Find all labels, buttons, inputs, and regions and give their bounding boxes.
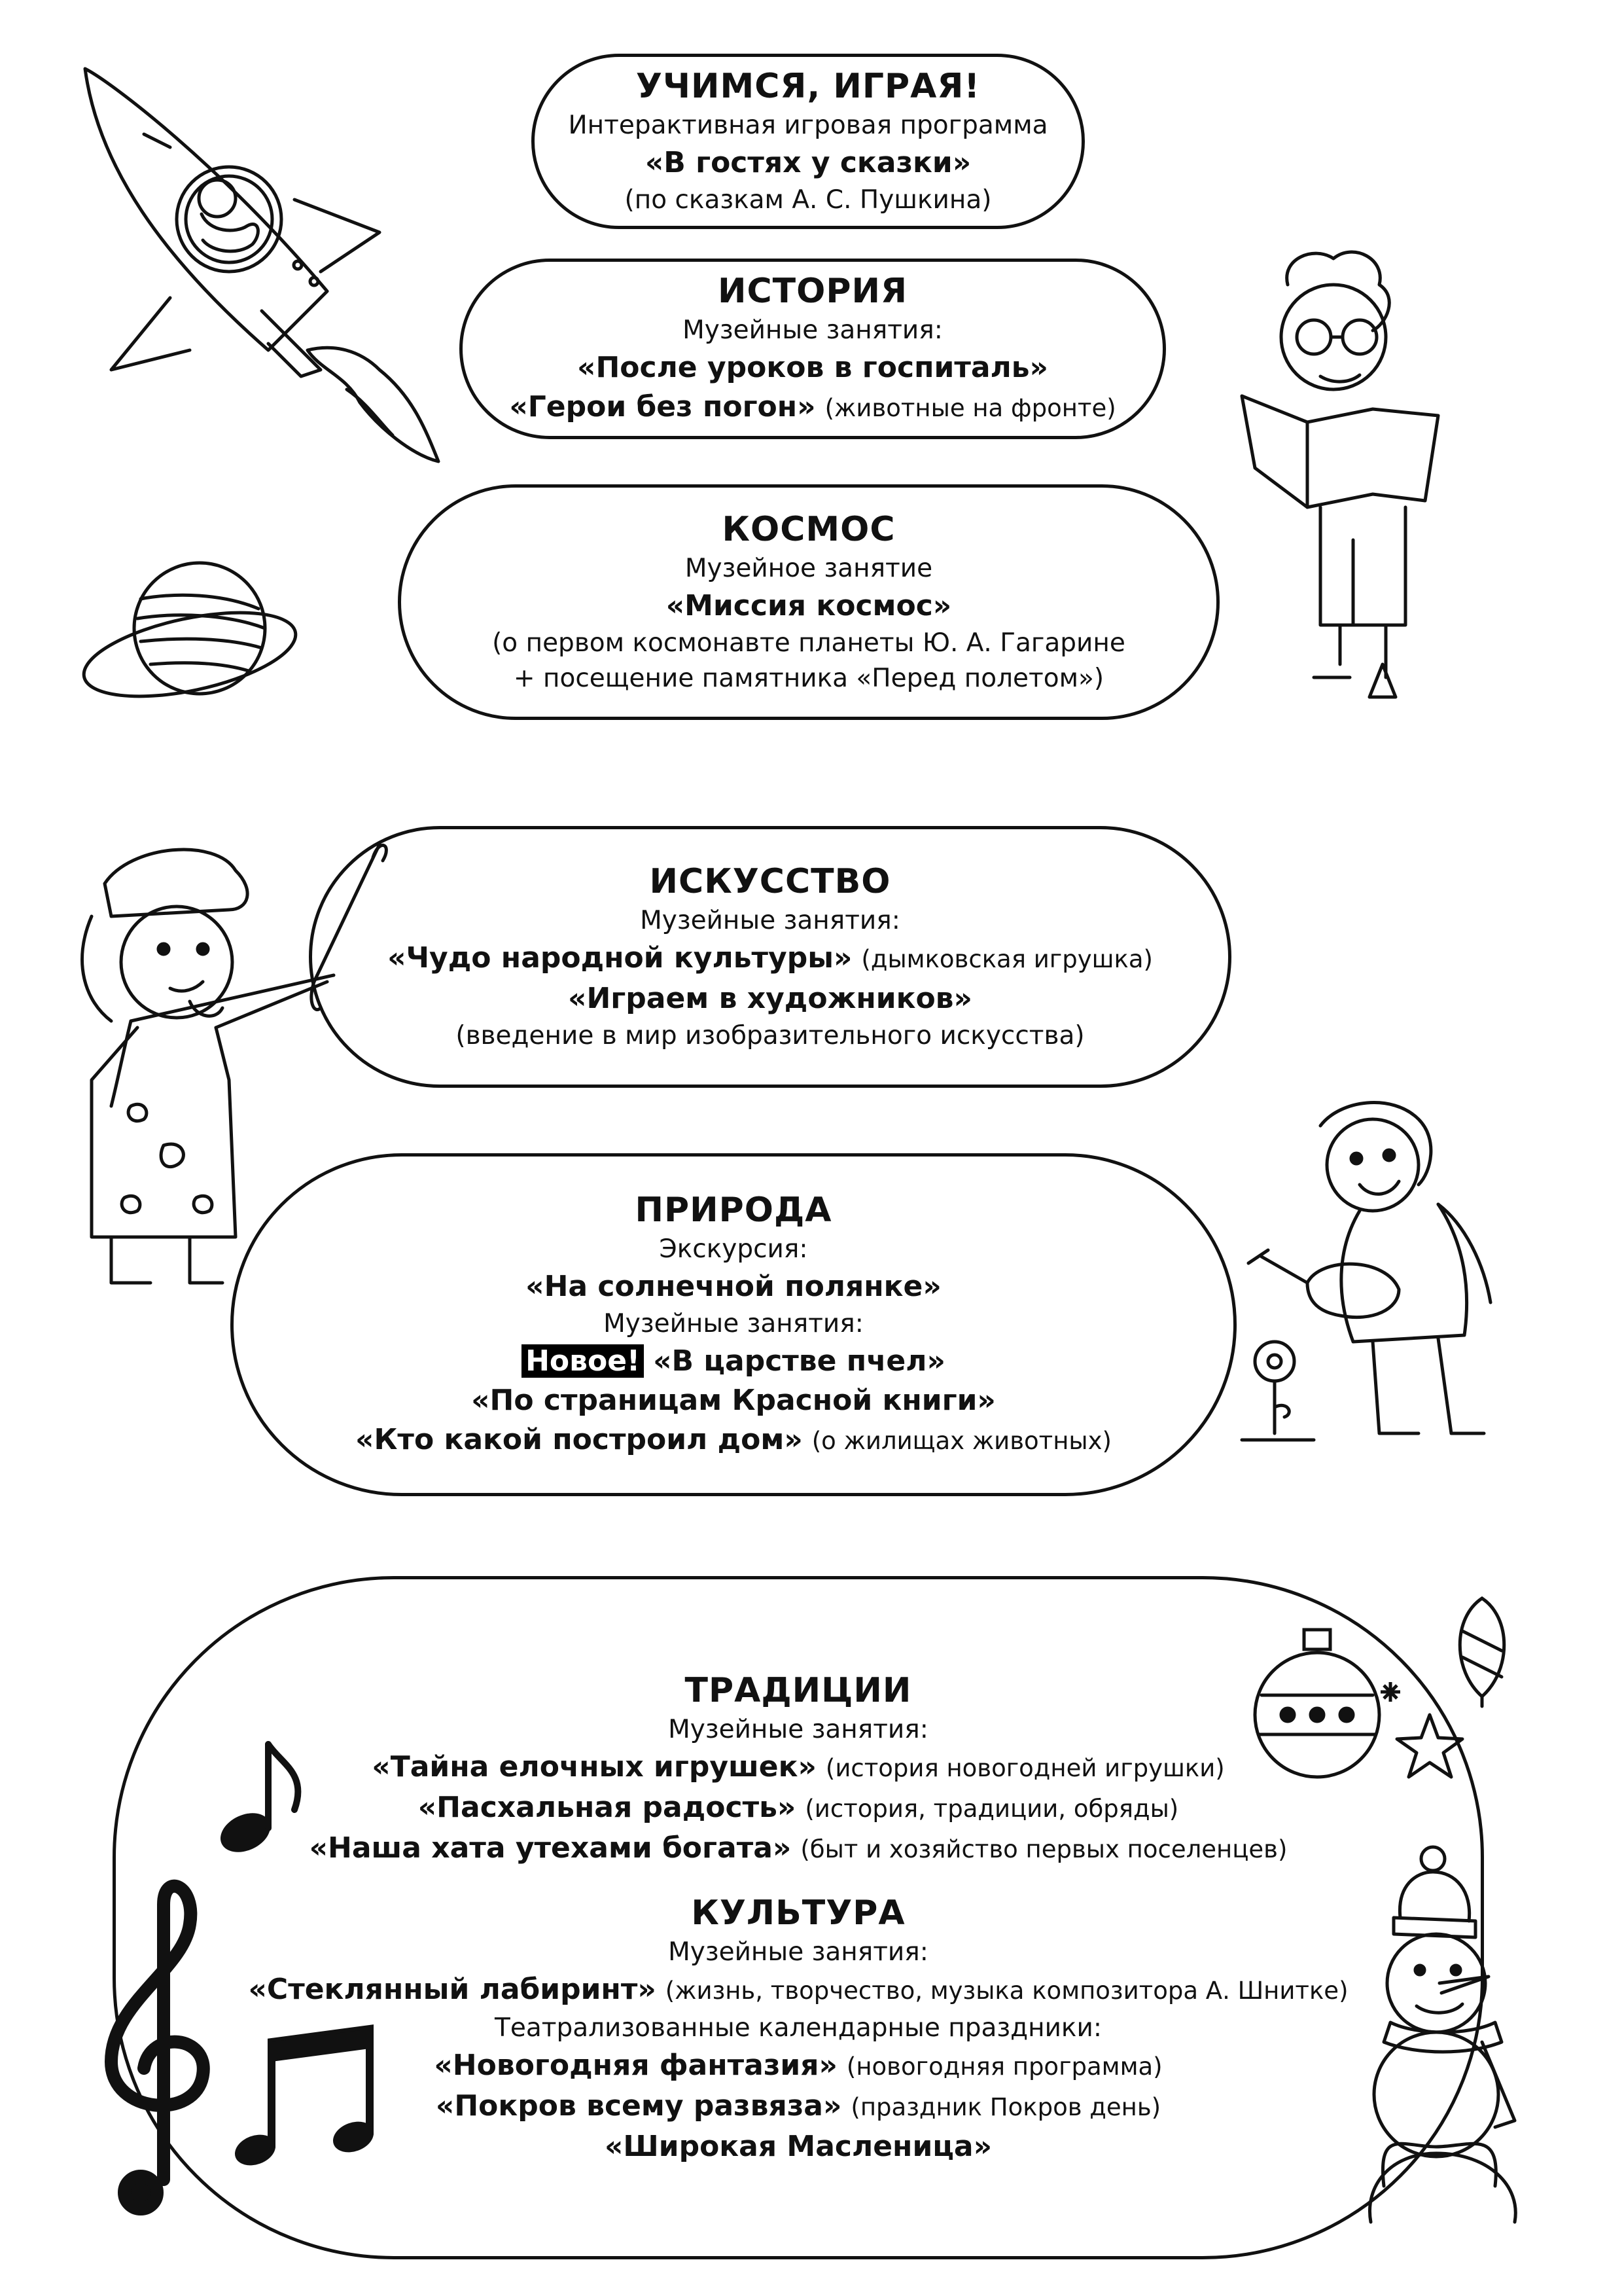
section-title: ИСТОРИЯ: [717, 272, 908, 311]
program-name: «Широкая Масленица»: [604, 2130, 993, 2163]
program-name: «Стеклянный лабиринт»: [248, 1973, 656, 2006]
section-subtitle: Музейные занятия:: [668, 1937, 928, 1967]
star-icon: [1381, 1676, 1466, 1780]
program-name: «Покров всему развяза»: [435, 2089, 842, 2123]
program-item: [372, 1748, 1224, 1788]
program-note: (история, традиции, обряды): [805, 1795, 1179, 1823]
program-note: (история новогодней игрушки): [825, 1754, 1225, 1782]
section-subtitle: Интерактивная игровая программа: [568, 111, 1048, 140]
program-item: [577, 348, 1048, 387]
section-subtitle: Музейные занятия:: [640, 906, 900, 935]
program-note: (животные на фронте): [824, 394, 1116, 422]
section-subtitle: Музейные занятия:: [603, 1309, 864, 1338]
program-name: «Пасхальная радость»: [417, 1791, 796, 1824]
program-name: «Герои без погон»: [509, 390, 816, 423]
excursion-name: «На солнечной полянке»: [525, 1270, 942, 1303]
program-item: [521, 1342, 945, 1381]
christmas-ornament-icon: [1248, 1623, 1386, 1787]
section-subtitle: Музейные занятия:: [668, 1715, 928, 1744]
program-name: «Тайна елочных игрушек»: [372, 1750, 817, 1784]
program-note: (о первом космонавте планеты Ю. А. Гагарине: [492, 628, 1125, 658]
treble-clef-icon: [92, 1872, 222, 2225]
section-title: ИСКУССТВО: [649, 862, 891, 901]
program-name: «Играем в художников»: [568, 982, 972, 1015]
program-name: «Кто какой построил дом»: [355, 1423, 803, 1456]
section-space: [398, 484, 1220, 720]
section-title: ПРИРОДА: [635, 1191, 832, 1230]
program-item: [355, 1420, 1112, 1461]
program-name: «Миссия космос»: [665, 589, 952, 622]
section-art: [309, 826, 1231, 1088]
program-name: «Наша хата утехами богата»: [309, 1831, 792, 1865]
program-name: «Чудо народной культуры»: [387, 941, 853, 975]
beamed-notes-icon: [236, 2022, 386, 2173]
program-note: (дымковская игрушка): [861, 945, 1153, 973]
program-item: [434, 2046, 1162, 2087]
eighth-note-icon: [216, 1738, 308, 1852]
program-name: «В царстве пчел»: [653, 1344, 945, 1378]
section-play: [531, 54, 1085, 229]
program-note: (новогодняя программа): [846, 2053, 1163, 2081]
program-name: «Новогодняя фантазия»: [434, 2049, 838, 2082]
program-note: + посещение памятника «Перед полетом»): [513, 664, 1104, 693]
reading-boy-icon: [1229, 245, 1464, 713]
program-item: [418, 1788, 1179, 1829]
watering-girl-icon: [1203, 1093, 1556, 1486]
program-name: «После уроков в госпиталь»: [577, 351, 1048, 384]
section-subtitle: Театрализованные календарные праздники:: [495, 2013, 1102, 2043]
section-subtitle: Музейные занятия:: [682, 315, 943, 345]
program-name: «В гостях у сказки»: [644, 146, 972, 179]
painter-girl-icon: [52, 831, 393, 1296]
section-title: УЧИМСЯ, ИГРАЯ!: [635, 67, 981, 106]
section-history: [459, 259, 1166, 439]
section-title: КУЛЬТУРА: [691, 1893, 906, 1933]
program-item: [436, 2087, 1161, 2127]
program-name: «По страницам Красной книги»: [471, 1384, 996, 1417]
section-title: ТРАДИЦИИ: [684, 1671, 912, 1710]
section-title: КОСМОС: [722, 510, 896, 549]
program-item: [387, 939, 1153, 979]
program-item: [509, 387, 1116, 428]
program-item: [248, 1970, 1348, 2011]
new-badge: Новое!: [521, 1344, 644, 1378]
planet-icon: [79, 547, 301, 710]
program-note: (о жилищах животных): [811, 1427, 1112, 1455]
section-subtitle: Музейное занятие: [684, 554, 933, 583]
program-note: (быт и хозяйство первых поселенцев): [800, 1835, 1288, 1863]
snowman-icon: [1364, 1846, 1567, 2225]
excursion-label: Экскурсия:: [659, 1234, 808, 1264]
program-note: (введение в мир изобразительного искусства): [455, 1021, 1085, 1050]
program-note: (жизнь, творчество, музыка композитора А. Шнитке): [665, 1977, 1349, 2005]
rocket-icon: [72, 62, 451, 468]
program-note: (по сказкам А. С. Пушкина): [624, 185, 992, 215]
program-item: [309, 1829, 1288, 1869]
program-note: (праздник Покров день): [851, 2093, 1161, 2121]
